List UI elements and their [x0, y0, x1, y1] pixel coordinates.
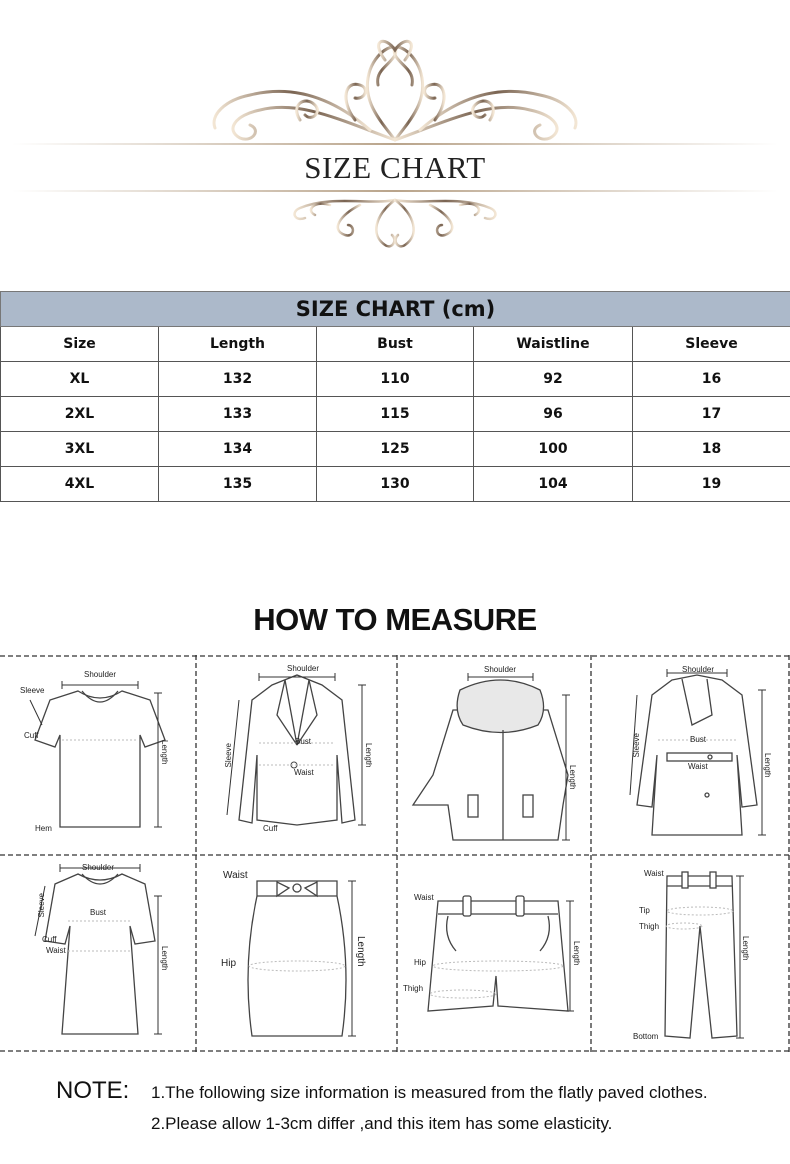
table-row: [1, 467, 790, 502]
header-ornament: [0, 0, 790, 270]
table-cell: 130: [317, 467, 474, 502]
table-cell: 100: [474, 432, 633, 467]
cape-coat-icon: [398, 655, 591, 855]
table-cell: 17: [633, 397, 790, 432]
table-cell: 19: [633, 467, 790, 502]
bottom-label: Bottom: [633, 1032, 659, 1041]
length-label: Length: [572, 941, 581, 966]
length-label: Length: [763, 753, 772, 778]
table-cell: 104: [474, 467, 633, 502]
thigh-label: Thigh: [403, 984, 424, 993]
table-row: [1, 397, 790, 432]
page-title: SIZE CHART: [304, 150, 486, 185]
shoulder-label: Shoulder: [84, 670, 117, 679]
waist-label: Waist: [644, 869, 664, 878]
table-cell: 125: [317, 432, 474, 467]
waist-label: Waist: [223, 870, 248, 881]
skirt-icon: [197, 856, 397, 1051]
shoulder-label: Shoulder: [287, 664, 320, 673]
waist-label: Waist: [414, 893, 434, 902]
measure-panel-dress: [0, 856, 196, 1051]
table-cell: 18: [633, 432, 790, 467]
cuff-label: Cuff: [263, 824, 278, 833]
waist-label: Waist: [294, 768, 314, 777]
measure-panel-blazer: [197, 655, 397, 855]
table-cell: 135: [159, 467, 317, 502]
sleeve-label: Sleeve: [224, 743, 233, 768]
table-cell: 132: [159, 362, 317, 397]
table-cell: 115: [317, 397, 474, 432]
trench-coat-icon: [592, 655, 789, 855]
waist-label: Waist: [46, 946, 66, 955]
measure-grid: [0, 655, 790, 1053]
cuff-label: Cuff: [24, 731, 39, 740]
measure-panel-tshirt: [0, 655, 196, 855]
column-header: Waistline: [474, 327, 633, 362]
table-cell: 134: [159, 432, 317, 467]
table-cell: 96: [474, 397, 633, 432]
table-caption: SIZE CHART (cm): [1, 292, 790, 327]
sleeve-label: Sleeve: [37, 893, 46, 918]
sleeve-label: Sleeve: [20, 686, 45, 695]
measure-panel-cape: [398, 655, 591, 855]
table-cell: 133: [159, 397, 317, 432]
length-label: Length: [568, 765, 577, 790]
trousers-icon: [592, 856, 789, 1051]
measure-panel-trench: [592, 655, 789, 855]
table-cell: 110: [317, 362, 474, 397]
length-label: Length: [355, 936, 366, 967]
length-label: Length: [160, 740, 169, 765]
note-item: 2.Please allow 1-3cm differ ,and this item has some elasticity.: [151, 1114, 613, 1133]
length-label: Length: [160, 946, 169, 971]
length-label: Length: [364, 743, 373, 768]
measure-panel-shorts: [398, 856, 591, 1051]
note-item: 1.The following size information is measured from the flatly paved clothes.: [151, 1083, 708, 1102]
shoulder-label: Shoulder: [82, 863, 115, 872]
column-header: Length: [159, 327, 317, 362]
bust-label: Bust: [690, 735, 707, 744]
thigh-label: Thigh: [639, 922, 660, 931]
measure-panel-trousers: [592, 856, 789, 1051]
shoulder-label: Shoulder: [682, 665, 715, 674]
table-cell: 2XL: [1, 397, 159, 432]
table-cell: 3XL: [1, 432, 159, 467]
note-label: NOTE:: [56, 1077, 130, 1104]
hip-label: Hip: [414, 958, 427, 967]
table-row: [1, 362, 790, 397]
hem-label: Hem: [35, 824, 52, 833]
hip-label: Hip: [221, 958, 237, 969]
table-cell: 4XL: [1, 467, 159, 502]
tip-label: Tip: [639, 906, 650, 915]
shorts-icon: [398, 856, 591, 1051]
table-cell: 16: [633, 362, 790, 397]
column-header: Sleeve: [633, 327, 790, 362]
shoulder-label: Shoulder: [484, 665, 517, 674]
table-row: [1, 432, 790, 467]
section-title: HOW TO MEASURE: [253, 602, 537, 637]
measure-panel-skirt: [197, 856, 397, 1051]
table-header-row: [1, 327, 790, 362]
bust-label: Bust: [295, 737, 312, 746]
length-label: Length: [741, 936, 750, 961]
bust-label: Bust: [90, 908, 107, 917]
size-chart-table: [0, 291, 790, 502]
table-cell: XL: [1, 362, 159, 397]
table-cell: 92: [474, 362, 633, 397]
sleeve-label: Sleeve: [632, 733, 641, 758]
waist-label: Waist: [688, 762, 708, 771]
ornament-flourish-icon: [0, 0, 790, 270]
cuff-label: Cuff: [42, 935, 57, 944]
column-header: Size: [1, 327, 159, 362]
column-header: Bust: [317, 327, 474, 362]
